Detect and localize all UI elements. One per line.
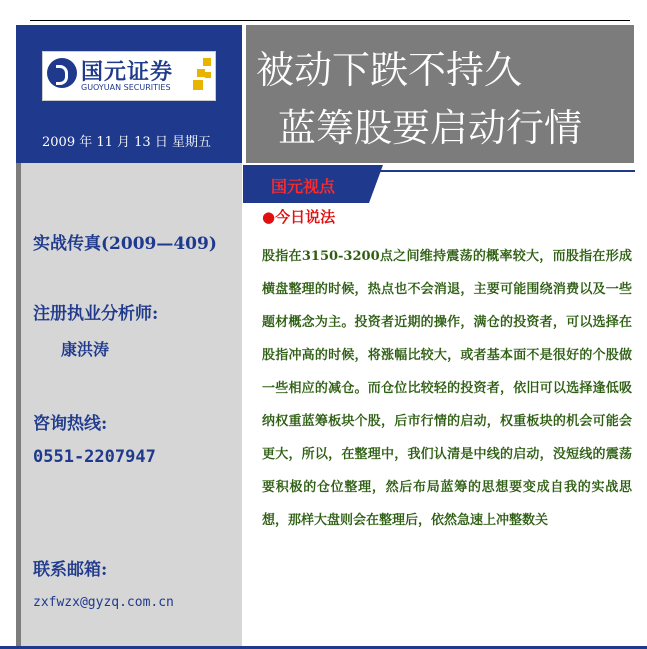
logo-name-en: GUOYUAN SECURITIES (81, 83, 171, 92)
company-logo (42, 51, 216, 101)
email-address: zxfwzx@gyzq.com.cn (33, 595, 174, 610)
fax-title: 实战传真(2009—409) (33, 234, 217, 254)
registered-analyst-label: 注册执业分析师: (33, 304, 159, 324)
logo-panel (16, 25, 242, 163)
title-line-1: 被动下跌不持久 (256, 48, 523, 92)
email-label: 联系邮箱: (33, 560, 108, 580)
analyst-name: 康洪涛 (61, 340, 110, 359)
logo-name-cn: 国元证券 (81, 60, 174, 85)
today-heading: ●今日说法 (262, 208, 336, 226)
section-title: 国元视点 (271, 177, 336, 196)
logo-squares-icon (193, 58, 213, 92)
sidebar (16, 163, 242, 649)
title-panel (243, 25, 634, 163)
hotline-label: 咨询热线: (33, 414, 108, 434)
logo-emblem-icon (47, 58, 77, 88)
section-rule (369, 170, 635, 172)
top-rule (30, 20, 630, 21)
title-line-2: 蓝筹股要启动行情 (278, 106, 583, 150)
hotline-number: 0551-2207947 (33, 447, 156, 467)
article-body: 股指在3150-3200点之间维持震荡的概率较大，而股指在形成横盘整理的时候，热点也不会消退，主要可能围绕消费以及一些题材概念为主。投资者近期的操作，满仓的投资者，可以选择在股指冲高的时候，将涨幅比较大，或者基本面不是很好的个股做一些相应的减仓。而仓位比较轻的投资者，依旧可以选择逢低吸纳权重蓝筹板块个股，后市行情的启动，权重板块的机会可能会更大，所以，在整理中，我们认清是中线的启动，没短线的震荡要积极的仓位整理，然后布局蓝筹的思想要变成自我的实战思想，那样大盘则会在整理后，依然急速上冲整数关 (262, 249, 632, 528)
section-tab (243, 165, 369, 203)
report-date: 2009 年 11 月 13 日 星期五 (42, 135, 211, 150)
